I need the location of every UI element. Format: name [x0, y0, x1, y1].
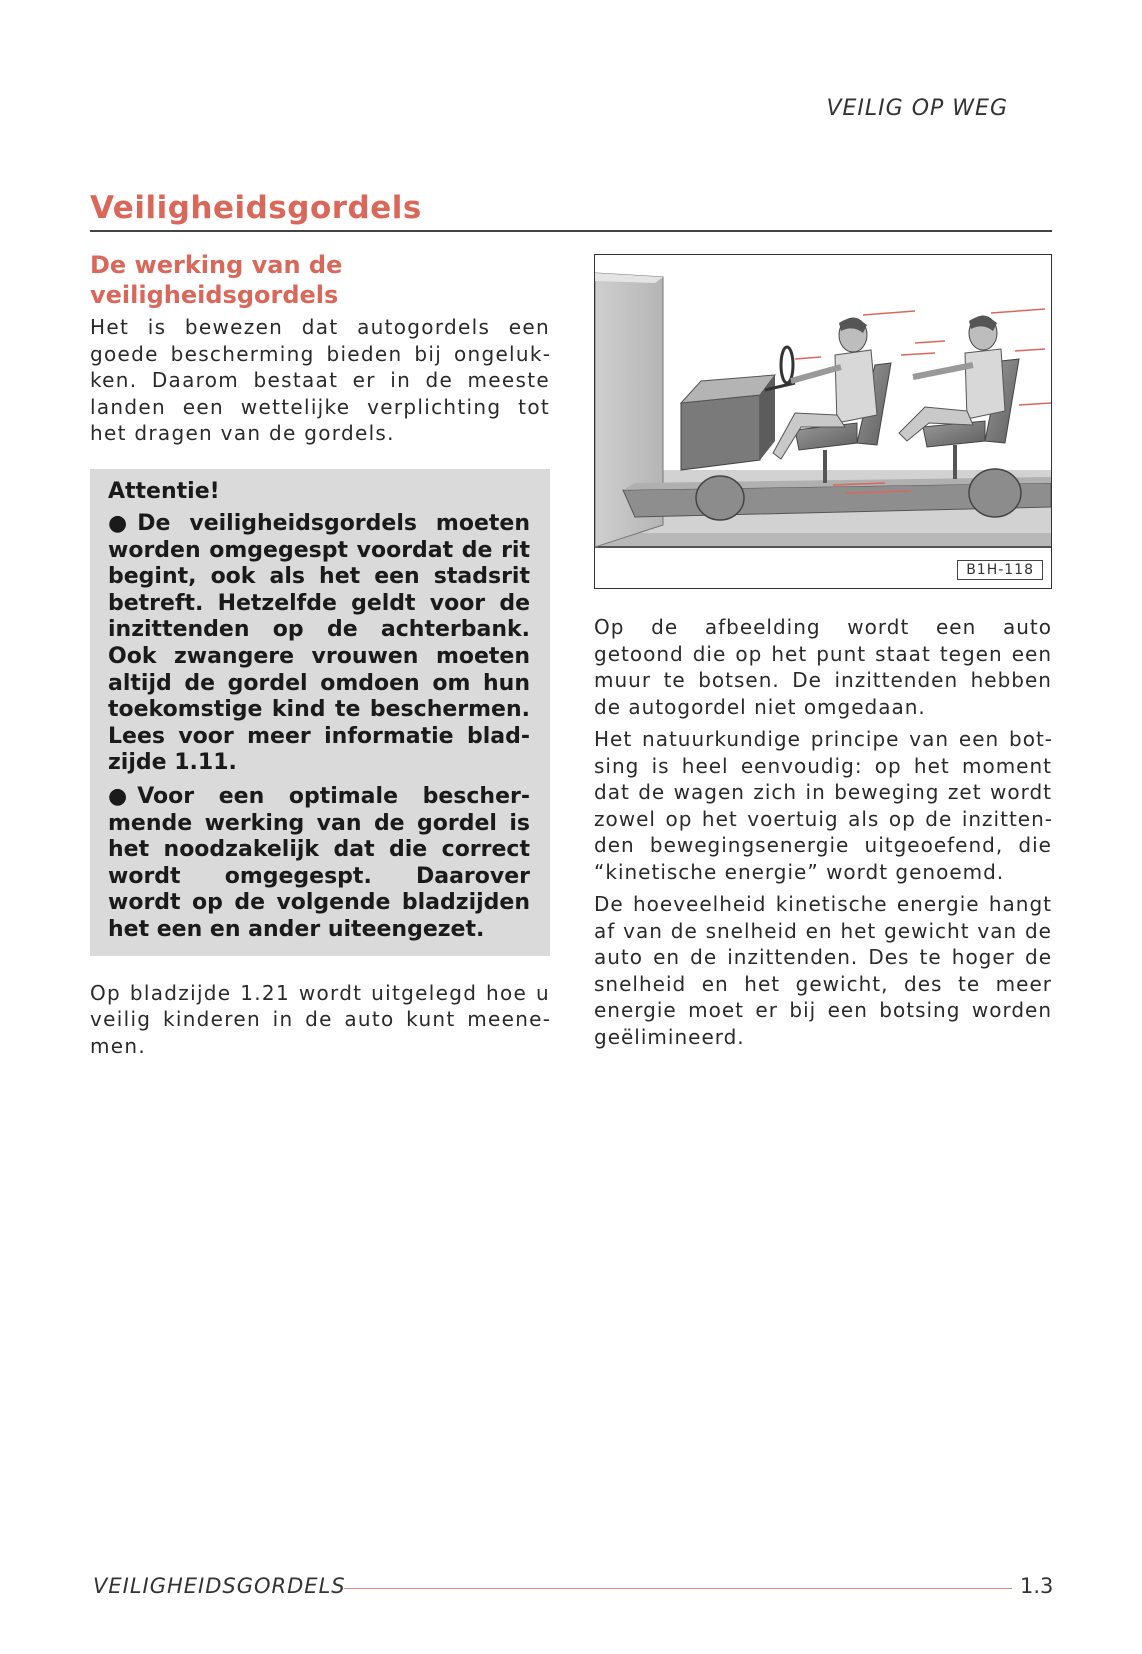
- footer-divider: [344, 1588, 1012, 1589]
- steering-wheel: [781, 347, 793, 383]
- warning-item-text: Voor een optimale beschermende werking van de gordel is het noodzakelijk dat die correct wordt omgegespt. Daarover wordt op de volgende bladzijden het een en ander uiteengezet.: [108, 784, 530, 942]
- bullet-icon: ●: [108, 511, 128, 537]
- subsection-title: [90, 250, 550, 310]
- right-column: [594, 614, 1052, 1056]
- page-number: 1.3: [1020, 1574, 1054, 1598]
- car-crash-drawing: [595, 255, 1051, 588]
- warning-item-text: De veiligheidsgordels moeten worden omgegespt voordat de rit begint, ook als het een stadsrit betreft. Hetzelfde geldt voor de inzittenden op de achterbank. Ook zwangere vrouwen moeten altijd de gordel omdoen om hun toekomstige kind te beschermen. Lees voor meer informatie bladzijde 1.11.: [108, 511, 530, 776]
- title-divider: [90, 230, 1052, 232]
- road-edge: [595, 533, 1051, 547]
- figure-code: B1H-118: [957, 560, 1043, 580]
- intro-paragraph: Het is bewezen dat autogordels een goede bescherming bieden bij ongelukken. Daarom bestaat er in de meeste landen een wettelijke verplichting tot het dragen van de gordels.: [90, 315, 550, 445]
- rear-wheel: [969, 469, 1021, 517]
- warning-title: Attentie!: [108, 478, 220, 504]
- physics-principle-paragraph: Het natuurkundige principe van een botsing is heel eenvoudig: op het moment dat de wagen zich in beweging zet wordt zowel op het voertuig als op de inzittenden bewegingsenergie uitgeoefend, die “kinetische energie” wordt genoemd.: [594, 727, 1052, 884]
- figure-description-paragraph: Op de afbeelding wordt een auto getoond die op het punt staat tegen een muur te botsen. De inzittenden hebben de autogordel niet omgedaan.: [594, 615, 1052, 719]
- front-wheel: [696, 476, 744, 520]
- rear-seat: [923, 421, 985, 447]
- front-block: [681, 395, 760, 470]
- subsection-title-line-2: veiligheidsgordels: [90, 281, 339, 309]
- warning-item: [108, 511, 530, 777]
- warning-box: [90, 469, 550, 956]
- left-column: [90, 250, 550, 1059]
- subsection-title-line-1: De werking van de: [90, 251, 343, 279]
- running-head: VEILIG OP WEG: [826, 96, 1008, 121]
- crash-illustration: [594, 254, 1052, 589]
- child-seat-reference-paragraph: Op bladzijde 1.21 wordt uitgelegd hoe u veilig kinderen in de auto kunt meenemen.: [90, 980, 550, 1058]
- kinetic-energy-paragraph: De hoeveelheid kinetische energie hangt af van de snelheid en het gewicht van de auto en de inzittenden. Des te hoger de snelheid en het gewicht, des te meer energie moet er bij een botsing worden geëlimineerd.: [594, 892, 1052, 1049]
- footer-section-label: VEILIGHEIDSGORDELS: [93, 1574, 346, 1598]
- warning-item: [108, 784, 530, 944]
- bullet-icon: ●: [108, 784, 128, 810]
- section-title: Veiligheidsgordels: [90, 190, 422, 226]
- motion-lines: [795, 309, 1051, 493]
